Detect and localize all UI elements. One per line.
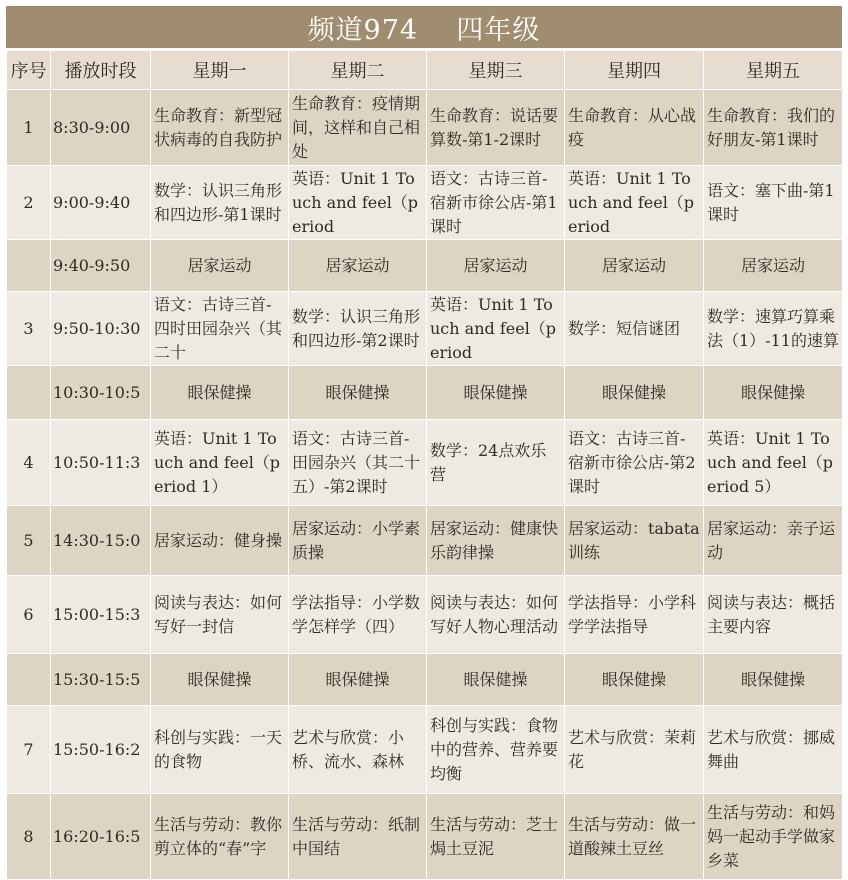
row-time: 15:50-16:2 [51, 706, 151, 794]
lesson-text: 生活与劳动：和妈妈一起动手学做家乡菜 [707, 802, 836, 870]
lesson-text: 科创与实践：食物中的营养、营养要均衡 [430, 715, 559, 783]
lesson-cell [151, 292, 289, 366]
lesson-text: 生活与劳动：做一道酸辣土豆丝 [568, 814, 697, 858]
row-time: 10:50-11:3 [51, 420, 151, 506]
lesson-cell [289, 576, 427, 654]
table-row [7, 90, 843, 166]
lesson-cell [704, 240, 843, 292]
lesson-text: 眼保健操 [601, 669, 666, 689]
lesson-text: 眼保健操 [740, 669, 805, 689]
lesson-text: 眼保健操 [463, 382, 528, 402]
row-time: 9:00-9:40 [51, 166, 151, 240]
header-index: 序号 [7, 51, 51, 90]
page-title: 频道974 四年级 [6, 6, 842, 48]
lesson-cell [427, 654, 565, 706]
lesson-text: 生命教育：疫情期间，这样和自己相处 [292, 93, 421, 161]
lesson-text: 数学：认识三角形和四边形-第1课时 [154, 180, 283, 224]
lesson-cell [289, 366, 427, 420]
lesson-cell [565, 366, 704, 420]
lesson-text: 语文：古诗三首-宿新市徐公店-第2课时 [568, 428, 696, 496]
lesson-cell [427, 576, 565, 654]
row-time: 16:20-16:5 [51, 794, 151, 880]
lesson-text: 居家运动：tabata训练 [568, 518, 700, 562]
row-index: 3 [7, 292, 51, 366]
lesson-text: 英语：Unit 1 Touch and feel（period 1） [154, 428, 281, 496]
lesson-cell [151, 366, 289, 420]
lesson-cell [565, 794, 704, 880]
lesson-cell [565, 706, 704, 794]
row-index: 5 [7, 506, 51, 576]
lesson-text: 眼保健操 [325, 669, 390, 689]
lesson-cell [151, 420, 289, 506]
lesson-text: 阅读与表达：概括主要内容 [707, 592, 836, 636]
lesson-cell [151, 706, 289, 794]
lesson-text: 居家运动：健康快乐韵律操 [430, 518, 559, 562]
lesson-text: 生命教育：新型冠状病毒的自我防护 [154, 105, 283, 149]
lesson-cell [427, 240, 565, 292]
lesson-cell [427, 506, 565, 576]
lesson-text: 眼保健操 [601, 382, 666, 402]
lesson-text: 学法指导：小学数学怎样学（四） [292, 592, 421, 636]
lesson-cell [289, 166, 427, 240]
table-row [7, 292, 843, 366]
lesson-cell [427, 166, 565, 240]
lesson-cell [704, 166, 843, 240]
lesson-cell [704, 576, 843, 654]
lesson-cell [427, 420, 565, 506]
row-index [7, 240, 51, 292]
lesson-cell [565, 292, 704, 366]
lesson-text: 居家运动：小学素质操 [292, 518, 421, 562]
table-header-row [7, 51, 843, 90]
header-wednesday: 星期三 [427, 51, 565, 90]
lesson-cell [704, 420, 843, 506]
lesson-text: 生命教育：我们的好朋友-第1课时 [707, 105, 836, 149]
lesson-text: 数学：短信谜团 [568, 318, 681, 338]
lesson-cell [565, 576, 704, 654]
lesson-text: 语文：古诗三首-四时田园杂兴（其二十 [154, 294, 283, 362]
lesson-text: 居家运动 [463, 255, 528, 275]
lesson-text: 数学：认识三角形和四边形-第2课时 [292, 306, 421, 350]
table-row [7, 506, 843, 576]
lesson-text: 阅读与表达：如何写好人物心理活动 [430, 592, 559, 636]
lesson-cell [289, 90, 427, 166]
lesson-cell [151, 576, 289, 654]
lesson-cell [704, 706, 843, 794]
lesson-cell [289, 420, 427, 506]
lesson-text: 艺术与欣赏：小桥、流水、森林 [292, 727, 405, 771]
lesson-text: 眼保健操 [325, 382, 390, 402]
lesson-text: 眼保健操 [187, 669, 252, 689]
row-index: 4 [7, 420, 51, 506]
lesson-text: 语文：古诗三首-田园杂兴（其二十五）-第2课时 [292, 428, 421, 496]
lesson-cell [427, 366, 565, 420]
lesson-cell [151, 90, 289, 166]
header-time: 播放时段 [51, 51, 151, 90]
row-time: 9:50-10:30 [51, 292, 151, 366]
lesson-text: 数学：24点欢乐营 [430, 440, 547, 484]
lesson-cell [704, 506, 843, 576]
lesson-cell [289, 794, 427, 880]
row-index [7, 654, 51, 706]
row-index: 7 [7, 706, 51, 794]
lesson-cell [151, 240, 289, 292]
row-index: 6 [7, 576, 51, 654]
lesson-text: 英语：Unit 1 Touch and feel（period [292, 168, 419, 236]
lesson-cell [289, 654, 427, 706]
lesson-cell [289, 292, 427, 366]
lesson-text: 眼保健操 [463, 669, 528, 689]
lesson-cell [704, 292, 843, 366]
lesson-text: 居家运动 [740, 255, 805, 275]
lesson-cell [151, 506, 289, 576]
header-tuesday: 星期二 [289, 51, 427, 90]
lesson-text: 数学：速算巧算乘法（1）-11的速算 [707, 306, 839, 350]
lesson-cell [427, 90, 565, 166]
lesson-cell [427, 794, 565, 880]
lesson-cell [289, 240, 427, 292]
schedule-page [6, 0, 842, 880]
lesson-cell [565, 166, 704, 240]
lesson-cell [151, 166, 289, 240]
row-time: 15:00-15:3 [51, 576, 151, 654]
schedule-table [6, 50, 843, 880]
table-row [7, 654, 843, 706]
lesson-cell [151, 794, 289, 880]
lesson-text: 居家运动：亲子运动 [707, 518, 836, 562]
lesson-cell [289, 506, 427, 576]
table-row [7, 240, 843, 292]
row-time: 15:30-15:5 [51, 654, 151, 706]
lesson-text: 英语：Unit 1 Touch and feel（period [568, 168, 695, 236]
header-friday: 星期五 [704, 51, 843, 90]
row-index [7, 366, 51, 420]
lesson-cell [151, 654, 289, 706]
lesson-text: 艺术与欣赏：茉莉花 [568, 727, 697, 771]
lesson-text: 艺术与欣赏：挪威舞曲 [707, 727, 836, 771]
lesson-text: 居家运动 [325, 255, 390, 275]
table-row [7, 366, 843, 420]
lesson-text: 学法指导：小学科学学法指导 [568, 592, 697, 636]
lesson-cell [565, 654, 704, 706]
lesson-cell [704, 366, 843, 420]
lesson-text: 居家运动 [601, 255, 666, 275]
lesson-cell [565, 90, 704, 166]
lesson-cell [289, 706, 427, 794]
lesson-text: 语文：古诗三首-宿新市徐公店-第1课时 [430, 168, 558, 236]
row-index: 1 [7, 90, 51, 166]
table-row [7, 706, 843, 794]
lesson-cell [565, 420, 704, 506]
lesson-cell [427, 706, 565, 794]
lesson-text: 英语：Unit 1 Touch and feel（period [430, 294, 557, 362]
lesson-text: 居家运动：健身操 [154, 530, 283, 550]
lesson-text: 眼保健操 [740, 382, 805, 402]
lesson-cell [565, 240, 704, 292]
lesson-text: 科创与实践：一天的食物 [154, 727, 283, 771]
lesson-text: 语文：塞下曲-第1课时 [707, 180, 835, 224]
table-row [7, 794, 843, 880]
lesson-text: 居家运动 [187, 255, 252, 275]
row-index: 8 [7, 794, 51, 880]
lesson-text: 生活与劳动：芝士焗土豆泥 [430, 814, 559, 858]
lesson-cell [704, 794, 843, 880]
lesson-cell [427, 292, 565, 366]
lesson-text: 生活与劳动：纸制中国结 [292, 814, 421, 858]
table-row [7, 166, 843, 240]
row-time: 8:30-9:00 [51, 90, 151, 166]
lesson-text: 生活与劳动：教你剪立体的“春”字 [154, 814, 283, 858]
header-monday: 星期一 [151, 51, 289, 90]
lesson-text: 英语：Unit 1 Touch and feel（period 5） [707, 428, 834, 496]
table-row [7, 420, 843, 506]
lesson-cell [704, 654, 843, 706]
table-row [7, 576, 843, 654]
row-time: 14:30-15:0 [51, 506, 151, 576]
header-thursday: 星期四 [565, 51, 704, 90]
lesson-cell [565, 506, 704, 576]
lesson-cell [704, 90, 843, 166]
row-time: 10:30-10:5 [51, 366, 151, 420]
lesson-text: 生命教育：说话要算数-第1-2课时 [430, 105, 559, 149]
lesson-text: 眼保健操 [187, 382, 252, 402]
lesson-text: 生命教育：从心战疫 [568, 105, 697, 149]
lesson-text: 阅读与表达：如何写好一封信 [154, 592, 283, 636]
row-time: 9:40-9:50 [51, 240, 151, 292]
row-index: 2 [7, 166, 51, 240]
